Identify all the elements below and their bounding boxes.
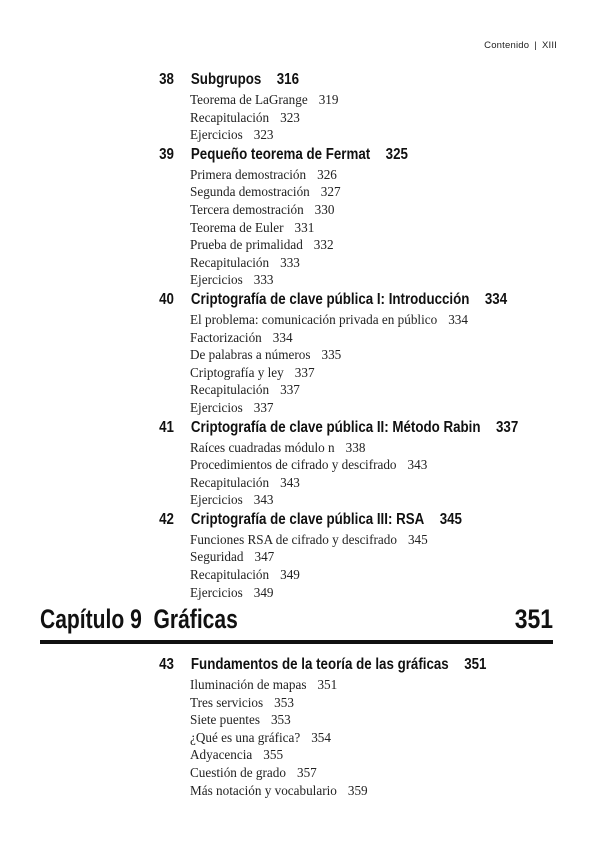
toc-entry-page: 347	[254, 549, 275, 565]
toc-entry-page: 337	[280, 382, 300, 398]
toc-entry-text: Tres servicios	[190, 694, 264, 710]
section-heading[interactable]	[0, 289, 516, 311]
toc-entry-text: Prueba de primalidad	[190, 237, 303, 253]
toc-entry[interactable]	[0, 126, 600, 144]
toc-entry-page: 343	[280, 474, 300, 490]
toc-entry-text: Primera demostración	[190, 166, 307, 182]
running-head-separator: |	[534, 40, 537, 51]
section-title: Subgrupos	[190, 71, 262, 88]
section-page: 334	[484, 290, 508, 308]
toc-entry-page: 354	[311, 729, 331, 745]
section-page: 345	[439, 510, 462, 528]
toc-entry[interactable]	[0, 566, 600, 584]
running-head-label: Contenido	[484, 40, 530, 51]
running-head	[484, 40, 557, 51]
toc-entry-text: Recapitulación	[190, 109, 270, 125]
section-page: 316	[276, 71, 300, 88]
chapter-heading	[40, 604, 553, 644]
toc-entry-text: Criptografía y ley	[190, 364, 284, 380]
toc-entry-text: De palabras a números	[190, 347, 311, 363]
chapter-title	[40, 604, 238, 635]
section-page: 337	[496, 418, 519, 436]
toc-entry-page: 323	[253, 127, 274, 143]
toc-entry-page: 349	[253, 584, 274, 600]
toc-entry[interactable]	[0, 531, 600, 549]
section-title-group	[191, 511, 462, 529]
toc-entry[interactable]	[0, 584, 600, 602]
section-number: 39	[159, 145, 174, 163]
toc-entry-page: 353	[274, 694, 294, 710]
toc-entry-text: Ejercicios	[190, 127, 243, 143]
section-heading[interactable]	[0, 144, 516, 166]
section-title-group	[191, 291, 507, 309]
toc-entry-text: Recapitulación	[190, 567, 270, 583]
section-title-group	[191, 656, 487, 674]
toc-entry-text: Seguridad	[190, 549, 244, 565]
toc-entry[interactable]	[0, 548, 600, 566]
toc-entry-page: 357	[296, 764, 317, 780]
section-page: 351	[464, 656, 487, 673]
toc-entry-page: 343	[407, 457, 428, 473]
toc-entry[interactable]	[0, 491, 600, 509]
toc-entry[interactable]	[0, 746, 600, 764]
section-page: 325	[385, 145, 408, 163]
toc-entry[interactable]	[0, 236, 600, 254]
toc-entry-text: Tercera demostración	[190, 201, 304, 217]
toc-entry-page: 355	[263, 747, 284, 763]
toc-entry-page: 343	[253, 492, 274, 508]
section-title: Fundamentos de la teoría de las gráficas	[190, 656, 449, 673]
toc-entry[interactable]	[0, 729, 600, 747]
toc-entry-text: Segunda demostración	[190, 184, 310, 200]
section-title: Criptografía de clave pública II: Método Rabin	[190, 418, 481, 436]
toc-entry-page: 338	[345, 439, 366, 455]
toc-entry-page: 330	[314, 201, 335, 217]
toc-entry-page: 326	[317, 166, 337, 182]
toc-entry-page: 319	[318, 92, 339, 107]
toc-entry[interactable]	[0, 311, 600, 329]
toc-entry-text: Procedimientos de cifrado y descifrado	[190, 457, 397, 473]
toc-entry[interactable]	[0, 329, 600, 347]
toc-entry[interactable]	[0, 711, 600, 729]
toc-entry[interactable]	[0, 219, 600, 237]
chapter-name: Gráficas	[153, 604, 238, 634]
section-title: Pequeño teorema de Fermat	[190, 145, 371, 163]
toc-entry[interactable]	[0, 346, 600, 364]
toc-entry[interactable]	[0, 109, 600, 127]
section-number: 43	[159, 656, 174, 673]
toc-entry-page: 323	[280, 109, 300, 125]
toc-entry-page: 353	[270, 712, 291, 728]
toc-entry-text: Adyacencia	[190, 747, 253, 763]
toc-entry-page: 331	[294, 219, 315, 235]
toc-entry-text: Ejercicios	[190, 584, 243, 600]
toc-entry[interactable]	[0, 782, 600, 800]
toc-entry-text: Más notación y vocabulario	[190, 782, 337, 798]
section-number: 38	[159, 71, 174, 88]
toc-entry[interactable]	[0, 474, 600, 492]
section-number: 41	[159, 418, 174, 436]
chapter-rule	[40, 640, 553, 644]
toc-entry-text: Ejercicios	[190, 399, 243, 415]
toc-entry[interactable]	[0, 694, 600, 712]
section-title: Criptografía de clave pública III: RSA	[190, 510, 425, 528]
toc-sections-top	[0, 69, 600, 601]
toc-entry-page: 351	[317, 677, 338, 692]
toc-entry-page: 335	[321, 347, 342, 363]
section-heading[interactable]	[0, 509, 516, 531]
toc-entry[interactable]	[0, 91, 600, 109]
section-title-group	[191, 71, 299, 89]
toc-entry-page: 359	[347, 782, 368, 798]
chapter-page: 351	[514, 604, 553, 634]
toc-entry-text: Factorización	[190, 329, 262, 345]
toc-entry[interactable]	[0, 676, 600, 694]
toc-entry-page: 349	[280, 567, 300, 583]
running-head-page: XIII	[541, 40, 557, 51]
toc-entry[interactable]	[0, 456, 600, 474]
toc-entry[interactable]	[0, 166, 600, 184]
toc-entry[interactable]	[0, 254, 600, 272]
chapter-label: Capítulo 9	[40, 604, 142, 634]
toc-entry[interactable]	[0, 183, 600, 201]
toc-entry-text: Teorema de LaGrange	[190, 92, 308, 107]
toc-sections-bottom	[0, 654, 600, 799]
section-heading[interactable]	[0, 417, 519, 439]
section-title: Criptografía de clave pública I: Introducción	[190, 290, 470, 308]
section-title-group	[191, 419, 518, 437]
toc-entry[interactable]	[0, 381, 600, 399]
toc-entry-page: 337	[294, 364, 315, 380]
toc-entry-text: Recapitulación	[190, 382, 270, 398]
section-number: 42	[159, 510, 174, 528]
toc-entry[interactable]	[0, 201, 600, 219]
toc-entry-text: Teorema de Euler	[190, 219, 284, 235]
toc-entry-text: Raíces cuadradas módulo n	[190, 439, 335, 455]
toc-entry-page: 334	[448, 311, 468, 327]
toc-entry-page: 345	[407, 531, 428, 547]
toc-entry-text: Siete puentes	[190, 712, 260, 728]
toc-entry-text: El problema: comunicación privada en público	[190, 311, 438, 327]
toc-entry[interactable]	[0, 364, 600, 382]
toc-entry-page: 333	[253, 272, 274, 288]
section-title-group	[191, 146, 408, 164]
section-heading[interactable]	[0, 69, 516, 91]
toc-entry[interactable]	[0, 439, 600, 457]
section-heading[interactable]	[0, 654, 516, 676]
toc-entry-page: 333	[280, 254, 300, 270]
toc-entry[interactable]	[0, 271, 600, 289]
toc-entry-text: Cuestión de grado	[190, 764, 286, 780]
toc-entry-text: Recapitulación	[190, 474, 270, 490]
toc-entry-text: ¿Qué es una gráfica?	[190, 729, 301, 745]
toc-entry-text: Funciones RSA de cifrado y descifrado	[190, 531, 397, 547]
toc-entry-text: Iluminación de mapas	[190, 677, 307, 692]
toc-entry-page: 337	[253, 399, 274, 415]
toc-entry[interactable]	[0, 764, 600, 782]
section-number: 40	[159, 290, 174, 308]
toc-entry-page: 332	[313, 237, 334, 253]
toc-entry-text: Ejercicios	[190, 492, 243, 508]
toc-entry-text: Ejercicios	[190, 272, 243, 288]
toc-entry-page: 327	[320, 184, 341, 200]
toc-entry-page: 334	[272, 329, 293, 345]
toc-entry[interactable]	[0, 399, 600, 417]
toc-entry-text: Recapitulación	[190, 254, 270, 270]
